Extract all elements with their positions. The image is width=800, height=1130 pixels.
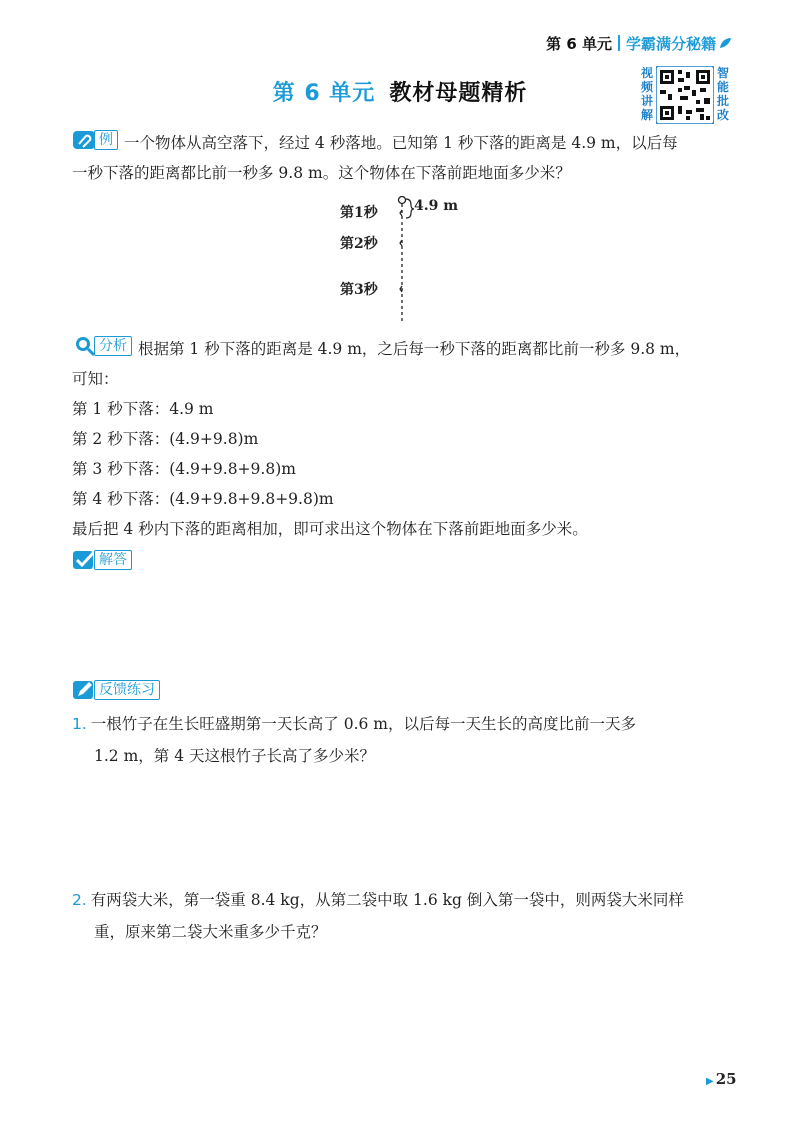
example-tag-label: 例 [94, 130, 118, 150]
diagram-label-3: 第3秒 [340, 282, 378, 298]
practice-tag-label: 反馈练习 [94, 680, 160, 700]
practice-header [72, 678, 732, 708]
example-problem [72, 128, 732, 188]
qr-block[interactable] [640, 66, 730, 128]
analysis-step-1: 第 1 秒下落：4.9 m [72, 400, 214, 418]
diagram-label-2: 第2秒 [340, 236, 378, 252]
leaf-icon [718, 36, 732, 50]
qr-code-icon[interactable] [656, 66, 714, 124]
diagram-label-1: 第1秒 [340, 205, 378, 221]
analysis-step-4: 第 4 秒下落：(4.9+9.8+9.8+9.8)m [72, 490, 334, 508]
falling-diagram [340, 196, 500, 326]
analysis-step-3: 第 3 秒下落：(4.9+9.8+9.8)m [72, 460, 296, 478]
answer-block [72, 548, 732, 578]
header-unit: 第 6 单元 [546, 34, 612, 53]
title-heading: 教材母题精析 [389, 81, 528, 106]
header-series: 学霸满分秘籍 [625, 34, 716, 53]
triangle-icon: ▶ [706, 1076, 714, 1087]
answer-tag-label: 解答 [94, 550, 132, 570]
example-line1: 一个物体从高空落下，经过 4 秒落地。已知第 1 秒下落的距离是 4.9 m，以后每 [124, 134, 678, 152]
diagram-value: 4.9 m [414, 198, 459, 214]
question-1-number: 1. [72, 715, 87, 733]
practice-question-2 [72, 884, 732, 948]
analysis-line2: 可知： [72, 370, 119, 388]
example-tag [72, 130, 118, 150]
header-divider [618, 35, 620, 51]
question-1-line2: 1.2 m，第 4 天这根竹子长高了多少米？ [94, 747, 375, 765]
question-2-line1: 有两袋大米，第一袋重 8.4 kg，从第二袋中取 1.6 kg 倒入第一袋中，则两袋大米同样 [90, 891, 684, 909]
page-number [706, 1070, 737, 1088]
page-number-value: 25 [715, 1070, 737, 1088]
running-header [546, 32, 732, 54]
practice-question-1 [72, 708, 732, 772]
example-line2: 一秒下落的距离都比前一秒多 9.8 m。这个物体在下落前距地面多少米？ [72, 164, 571, 182]
analysis-block [72, 334, 732, 394]
question-2-line2: 重，原来第二袋大米重多少千克？ [94, 923, 327, 941]
answer-tag [72, 550, 132, 570]
practice-tag [72, 680, 160, 700]
analysis-step-2: 第 2 秒下落：(4.9+9.8)m [72, 430, 259, 448]
analysis-line1: 根据第 1 秒下落的距离是 4.9 m，之后每一秒下落的距离都比前一秒多 9.8 m， [138, 340, 691, 358]
title-unit: 第 6 单元 [272, 81, 376, 106]
qr-left-text: 视频讲解 [640, 66, 653, 122]
analysis-tag-label: 分析 [94, 336, 132, 356]
question-2-number: 2. [72, 891, 87, 909]
analysis-conclusion: 最后把 4 秒内下落的距离相加，即可求出这个物体在下落前距地面多少米。 [72, 520, 588, 538]
analysis-tag [72, 336, 132, 356]
question-1-line1: 一根竹子在生长旺盛期第一天长高了 0.6 m，以后每一天生长的高度比前一天多 [90, 715, 637, 733]
qr-right-text: 智能批改 [716, 66, 729, 122]
